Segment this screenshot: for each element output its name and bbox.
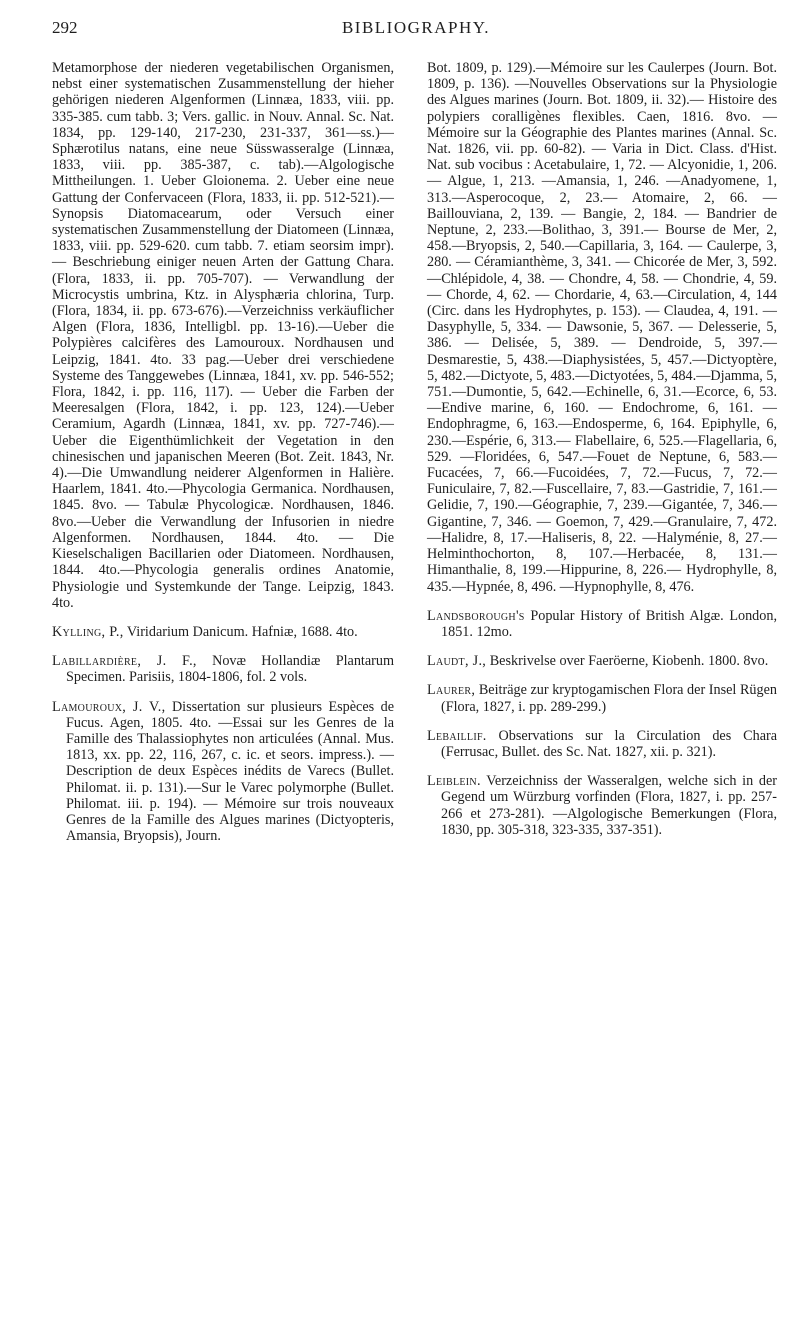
entry-text: Verzeichniss der Wasseralgen, welche sich in der Gegend um Würzburg vorfinden (Flora, 1827, i. pp. 257-266 et 273-281). —Algologische Bemerkungen (Flora, 1830, pp. 305-318, 323-335, 337-351). — [441, 773, 777, 838]
bibliography-entry — [427, 728, 777, 760]
bibliography-entry — [427, 682, 777, 714]
entry-text: Beskrivelse over Faeröerne, Kiobenh. 1800. 8vo. — [489, 653, 769, 670]
continued-entry-text: Metamorphose der niederen vegetabilischen Organismen, nebst einer systematischen Zusammenstellung der hieher gehörigen niederen Algenformen (Linnæa, 1833, viii. pp. 335-385. cum tabb. 3; Vers. gallic. in Nouv. Annal. Sc. Nat. 1834, pp. 129-140, 217-230, 231-337, 361—ss.)—Sphærotilus natans, eine neue Süsswasseralge (Linnæa, 1833, viii. pp. 385-387, c. tab).—Algologische Mittheilungen. 1. Ueber Gloionema. 2. Ueber eine neue Gattung der Confervaceen (Flora, 1833, ii. pp. 512-521).—Synopsis Diatomacearum, oder Versuch einer systematischen Zusammenstellung der Diatomeen (Linnæa, 1833, viii. pp. 529-620. cum tabb. 7. etiam seorsim impr). — Beschriebung einiger neuen Arten der Gattung Chara. (Flora, 1833, ii. pp. 705-707). — Verwandlung der Microcystis umbrina, Ktz. in Alysphæria chlorina, Turp. (Flora, 1834, ii. pp. 673-676).—Verzeichniss verkäuflicher Algen (Flora, 1836, Intelligbl. pp. 13-16).—Ueber die Polypières calcifères des Lamouroux. Nordhausen und Leipzig, 1841. 4to. 33 pag.—Ueber drei verschiedene Systeme des Tanggewebes (Linnæa, 1841, xv. pp. 546-552; Flora, 1842, i. pp. 116, 117). — Ueber die Farben der Meeresalgen (Flora, 1842, i. pp. 123, 124).—Ueber Ceramium, Agardh (Linnæa, 1841, xv. pp. 727-746).—Ueber die Eigenthümlichkeit der Vegetation in den chinesischen und japanischen Meeren (Bot. Zeit. 1843, Nr. 4).—Die Umwandlung neiderer Algenformen in Halière. Haarlem, 1841. 4to.—Phycologia Germanica. Nordhausen, 1845. 8vo. — Tabulæ Phycologicæ. Nordhausen, 1846. 8vo.—Ueber die Verwandlung der Infusorien in niedre Algenformen. Nordhausen, 1844. 4to. — Die Kieselschaligen Bacillarien oder Diatomeen. Nordhausen, 1844. 4to.—Phycologia generalis ordines Anatomie, Physiologie und Systemkunde der Tange. Leipzig, 1843. 4to. — [52, 60, 394, 611]
right-column — [427, 60, 777, 851]
entry-author: Leiblein. — [427, 773, 481, 790]
text-columns — [52, 60, 780, 1310]
entry-author: Lebaillif. — [427, 727, 487, 744]
entry-text: Novæ Hollandiæ Plantarum Specimen. Parisiis, 1804-1806, fol. 2 vols. — [66, 653, 395, 686]
entry-text: Popular History of British Algæ. London, 1851. 12mo. — [441, 607, 777, 640]
entry-text: Dissertation sur plusieurs Espèces de Fucus. Agen, 1805. 4to. —Essai sur les Genres de la Famille des Thalassiophytes non articulées (Annal. Mus. 1813, xx. pp. 22, 116, 267, c. ic. et seors. impress.). — Description de deux Espèces inédits de Varecs (Bullet. Philomat. ii. p. 131).—Sur le Varec polymorphe (Bullet. Philomat. iii. p. 194). — Mémoire sur trois nouveaux Genres de la Famille des Algues marines (Dictyopteris, Amansia, Bryopsis), Journ. — [66, 698, 395, 845]
bibliography-entry — [427, 773, 777, 838]
bibliography-entry — [427, 653, 777, 669]
continued-entry-text: Bot. 1809, p. 129).—Mémoire sur les Caulerpes (Journ. Bot. 1809, p. 136). —Nouvelles Observations sur la Physiologie des Algues marines (Journ. Bot. 1809, ii. 32).— Histoire des polypiers coralligènes flexibles. Caen, 1816. 8vo. —Mémoire sur la Géographie des Plantes marines (Annal. Sc. Nat. 1826, vii. pp. 60-82). — Varia in Dict. Class. d'Hist. Nat. sub vocibus : Acetabulaire, 1, 72. — Alcyonidie, 1, 206. — Algue, 1, 213. —Amansia, 1, 246. —Anadyomene, 1, 313.—Asperocoque, 2, 23.— Atomaire, 2, 66. — Baillouviana, 2, 139. — Bangie, 2, 184. — Bandrier de Neptune, 2, 233.—Bolithao, 3, 391.— Bourse de Mer, 2, 458.—Bryopsis, 2, 540.—Capillaria, 3, 164. — Caulerpe, 3, 280. — Céramianthème, 3, 341. — Chicorée de Mer, 3, 592. —Chlépidole, 4, 38. — Chondre, 4, 58. — Chondrie, 4, 59. — Chorde, 4, 62. — Chordarie, 4, 63.—Circulation, 4, 144 (Circ. dans les Hydrophytes, p. 153). — Claudea, 4, 191. — Dasyphylle, 5, 334. — Dawsonie, 5, 367. — Delesserie, 5, 386. — Delisée, 5, 389. — Dendroide, 5, 397.— Desmarestie, 5, 438.—Diaphysistées, 5, 457.—Dictyoptère, 5, 482.—Dictyote, 5, 483.—Dictyotées, 5, 484.—Djamma, 5, 751.—Dumontie, 5, 642.—Echinelle, 6, 31.—Ecorce, 6, 53.—Endive marine, 6, 160. — Endochrome, 6, 161. — Endophragme, 6, 163.—Endosperme, 6, 164. Epiphylle, 6, 230.—Espérie, 6, 313.— Flabellaire, 6, 525.—Flagellaria, 6, 529. —Floridées, 6, 547.—Fouet de Neptune, 6, 583.—Fucacées, 7, 66.—Fucoidées, 7, 72.—Fucus, 7, 72.—Funiculaire, 7, 82.—Fuscellaire, 7, 83.—Gastridie, 7, 161.—Gelidie, 7, 190.—Géographie, 7, 239.—Gigantée, 7, 346.—Gigantine, 7, 346. — Goemon, 7, 429.—Granulaire, 7, 472.—Halidre, 8, 17.—Haliseris, 8, 22. —Halyménie, 8, 27.—Helminthochorton, 8, 107.—Herbacée, 8, 131.—Himanthalie, 8, 199.—Hippurine, 8, 226.— Hydrophylle, 8, 435.—Hypnée, 8, 496. —Hypnophylle, 8, 476. — [427, 60, 777, 595]
running-head: BIBLIOGRAPHY. — [341, 18, 491, 37]
entry-text: Viridarium Danicum. Hafniæ, 1688. 4to. — [126, 623, 358, 640]
bibliography-entry — [52, 624, 394, 640]
page-header — [52, 18, 780, 48]
entry-author: Kylling, P., — [52, 623, 124, 640]
entry-text: Beiträge zur kryptogamischen Flora der Insel Rügen (Flora, 1827, i. pp. 289-299.) — [441, 682, 777, 715]
entry-author: Lamouroux, J. V., — [52, 698, 166, 715]
page-number: 292 — [52, 18, 78, 37]
entry-author: Laudt, J., — [427, 653, 487, 670]
bibliography-entry — [427, 608, 777, 640]
bibliography-entry — [52, 699, 394, 845]
entry-text: Observations sur la Circulation des Chara (Ferrusac, Bullet. des Sc. Nat. 1827, xii. p. 321). — [441, 727, 778, 760]
entry-author: Labillardière, J. F., — [52, 653, 197, 670]
entry-author: Laurer, — [427, 682, 476, 699]
entry-author: Landsborough's — [427, 607, 525, 624]
bibliography-entry — [52, 653, 394, 685]
left-column — [52, 60, 394, 857]
